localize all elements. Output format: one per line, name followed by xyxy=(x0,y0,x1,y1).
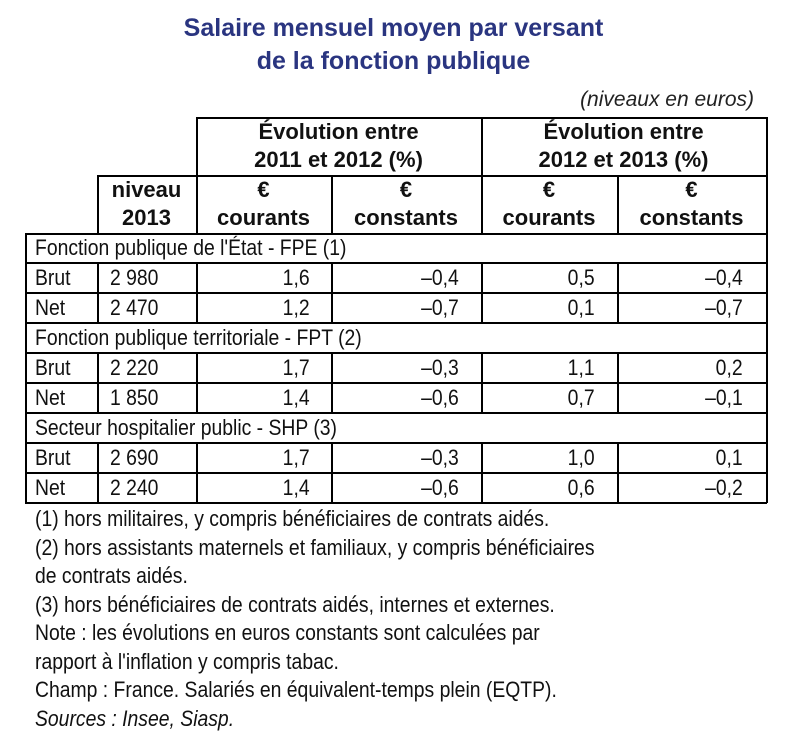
footnote-1: (1) hors militaires, y compris bénéficiaires de contrats aidés. xyxy=(35,506,550,531)
row-niveau: 2 690 xyxy=(110,445,159,470)
euro-symbol: € xyxy=(257,177,270,202)
border xyxy=(196,262,198,322)
header-group-2011-2012 xyxy=(196,118,481,174)
euro-symbol: € xyxy=(685,177,698,202)
border xyxy=(766,233,768,503)
header-constants-2013 xyxy=(617,176,766,232)
header-line2: constants xyxy=(639,205,744,230)
row-type: Brut xyxy=(35,445,71,470)
header-line1: niveau xyxy=(111,177,182,202)
header-line2: courants xyxy=(217,205,310,230)
row-niveau: 1 850 xyxy=(110,385,159,410)
border xyxy=(196,352,198,412)
cell-value: –0,4 xyxy=(421,265,459,290)
cell-value: 0,1 xyxy=(716,445,743,470)
header-line2: 2013 xyxy=(122,205,171,230)
header-group-line1: Évolution entre xyxy=(258,119,419,144)
cell-value: –0,6 xyxy=(421,475,459,500)
header-group-line2: 2011 et 2012 (%) xyxy=(254,147,423,172)
row-type: Net xyxy=(35,475,66,500)
note-line1: Note : les évolutions en euros constants sont calculées par xyxy=(35,620,540,645)
footnote-3: (3) hors bénéficiaires de contrats aidés, internes et externes. xyxy=(35,591,555,617)
cell-value: 1,6 xyxy=(283,265,310,290)
cell-value: 1,4 xyxy=(283,385,310,410)
border xyxy=(331,262,333,322)
border xyxy=(97,262,99,322)
cell-value: 1,4 xyxy=(283,475,310,500)
cell-value: –0,3 xyxy=(421,445,459,470)
border xyxy=(25,233,27,503)
header-courants-2012 xyxy=(196,176,331,232)
border xyxy=(617,442,619,502)
header-niveau-2013 xyxy=(97,176,196,232)
cell-value: –0,2 xyxy=(705,475,743,500)
border xyxy=(481,442,483,502)
header-constants-2012 xyxy=(331,176,481,232)
border xyxy=(331,352,333,412)
border xyxy=(617,262,619,322)
row-type: Net xyxy=(35,295,66,320)
header-group-line2: 2012 et 2013 (%) xyxy=(538,147,709,172)
row-type: Brut xyxy=(35,355,71,380)
border xyxy=(25,502,767,504)
border xyxy=(617,352,619,412)
euro-symbol: € xyxy=(399,177,413,202)
row-niveau: 2 220 xyxy=(110,355,159,380)
border xyxy=(97,442,99,502)
footnotes xyxy=(35,505,671,733)
header-group-line1: Évolution entre xyxy=(543,119,704,144)
row-niveau: 2 240 xyxy=(110,475,159,500)
header-line2: courants xyxy=(502,205,596,230)
note-line2: rapport à l'inflation y compris tabac. xyxy=(35,648,339,674)
border xyxy=(97,352,99,412)
section-label-fpt: Fonction publique territoriale - FPT (2) xyxy=(35,325,362,350)
border xyxy=(481,352,483,412)
row-niveau: 2 470 xyxy=(110,295,159,320)
cell-value: 0,5 xyxy=(568,265,595,290)
section-label-fpe: Fonction publique de l'État - FPE (1) xyxy=(35,235,347,260)
cell-value: 0,2 xyxy=(716,355,743,380)
header-group-2012-2013 xyxy=(481,118,766,174)
cell-value: 1,1 xyxy=(568,355,595,380)
cell-value: –0,7 xyxy=(421,295,459,320)
euro-symbol: € xyxy=(542,177,556,202)
cell-value: –0,7 xyxy=(705,295,743,320)
section-label-shp: Secteur hospitalier public - SHP (3) xyxy=(35,415,338,440)
cell-value: 0,7 xyxy=(568,385,595,410)
header-line2: constants xyxy=(354,205,458,230)
cell-value: 0,1 xyxy=(568,295,595,320)
cell-value: 1,7 xyxy=(283,355,310,380)
row-niveau: 2 980 xyxy=(110,265,159,290)
cell-value: –0,6 xyxy=(421,385,459,410)
row-type: Brut xyxy=(35,265,71,290)
cell-value: 1,2 xyxy=(283,295,310,320)
cell-value: 1,0 xyxy=(568,445,595,470)
row-type: Net xyxy=(35,385,66,410)
cell-value: 0,6 xyxy=(568,475,595,500)
footnote-2-cont: de contrats aidés. xyxy=(35,563,188,588)
sources: Sources : Insee, Siasp. xyxy=(35,705,235,731)
border xyxy=(331,442,333,502)
table-title-line1: Salaire mensuel moyen par versant xyxy=(183,14,604,42)
footnote-2: (2) hors assistants maternels et familiaux, y compris bénéficiaires xyxy=(35,534,595,560)
cell-value: –0,1 xyxy=(705,385,743,410)
header-courants-2013 xyxy=(481,176,617,232)
border xyxy=(196,442,198,502)
table-title-line2: de la fonction publique xyxy=(256,47,531,75)
cell-value: –0,4 xyxy=(705,265,743,290)
cell-value: 1,7 xyxy=(283,445,310,470)
units-note: (niveaux en euros) xyxy=(580,88,754,111)
border xyxy=(766,117,768,233)
cell-value: –0,3 xyxy=(421,355,459,380)
champ-note: Champ : France. Salariés en équivalent-temps plein (EQTP). xyxy=(35,677,557,702)
border xyxy=(481,262,483,322)
